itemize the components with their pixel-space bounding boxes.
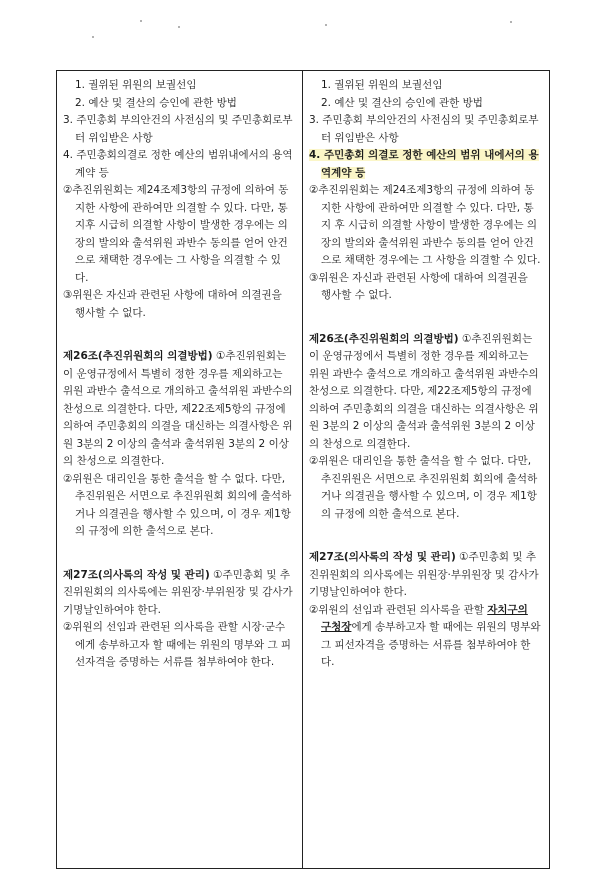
left-item-3: 3. 주민총회 부의안건의 사전심의 및 주민총회로부터 위임받은 사항	[63, 114, 293, 144]
scan-speck	[92, 36, 94, 38]
right-item-1: 1. 궐위된 위원의 보궐선임	[321, 79, 443, 91]
right-art26-p2: ②위원은 대리인을 통한 출석을 할 수 없다. 다만, 추진위원은 서면으로 추진위원회 회의에 출석하거나 의결권을 행사할 수 있으며, 이 경우 제1항의 규정에 의한 출석으로 본다.	[309, 455, 538, 520]
left-item-4: 4. 주민총회의결로 정한 예산의 범위내에서의 용역계약 등	[63, 149, 293, 179]
right-art27-p2	[309, 602, 541, 672]
right-article-27	[309, 549, 541, 602]
right-item-4-highlight: 4. 주민총회 의결로 정한 예산의 범위 내에서의 용역계약 등	[309, 149, 539, 179]
right-art27-p1: ①주민총회 및 추진위원회의 의사록에는 위원장·부위원장 및 감사가 기명날인하여야 한다.	[309, 551, 539, 598]
right-column	[303, 71, 549, 868]
left-art26-p2: ②위원은 대리인을 통한 출석을 할 수 없다. 다만, 추진위원은 서면으로 추진위원회 회의에 출석하거나 의결권을 행사할 수 있으며, 이 경우 제1항의 규정에 의한 출석으로 본다.	[63, 472, 292, 537]
right-article-26	[309, 331, 541, 454]
right-para-3: ③위원은 자신과 관련된 사항에 대하여 의결권을 행사할 수 없다.	[309, 271, 528, 301]
left-article-26	[63, 348, 294, 471]
right-item-3: 3. 주민총회 부의안건의 사전심의 및 주민총회로부터 위임받은 사항	[309, 114, 539, 144]
right-art26-p1: ①추진위원회는 이 운영규정에서 특별히 정한 경우를 제외하고는 위원 과반수 출석으로 개의하고 출석위원 과반수의 찬성으로 의결한다. 다만, 제22조제5항의 규정에 의하여 주민총회의 의결을 대신하는 의결사항은 위원 3분의 2 이상의 출석과 출석위원 3분의 2 이상의 찬성으로 의결한다.	[309, 332, 539, 450]
left-para-3: ③위원은 자신과 관련된 사항에 대하여 의결권을 행사할 수 없다.	[63, 289, 282, 319]
right-art27-p2-b: 에게 송부하고자 할 때에는 위원의 명부와 그 피선자격을 증명하는 서류를 첨부하여야 한다.	[321, 621, 541, 668]
comparison-table	[56, 70, 550, 869]
right-art26-title: 제26조(추진위원회의 의결방법)	[309, 332, 459, 345]
left-item-2: 2. 예산 및 결산의 승인에 관한 방법	[75, 96, 237, 109]
right-art27-p2-a: ②위원의 선임과 관련된 의사록을 관할	[309, 603, 488, 616]
scan-speck	[325, 24, 327, 26]
scan-speck	[140, 20, 142, 22]
scan-speck	[510, 21, 512, 23]
left-art26-title: 제26조(추진위원회의 의결방법)	[63, 350, 213, 362]
left-art26-p1: ①추진위원회는 이 운영규정에서 특별히 정한 경우를 제외하고는 위원 과반수 출석으로 개의하고 출석위원 과반수의 찬성으로 의결한다. 다만, 제22조제5항의 규정에 의하여 주민총회의 의결을 대신하는 의결사항은 위원 3분의 2 이상의 출석과 출석위원 3분의 2 이상의 찬성으로 의결한다.	[63, 350, 293, 467]
left-art27-p1: ①주민총회 및 추진위원회의 의사록에는 위원장·부위원장 및 감사가 기명날인하여야 한다.	[63, 568, 293, 616]
left-column	[57, 71, 303, 868]
right-item-4	[309, 147, 541, 182]
left-article-27	[63, 567, 294, 620]
right-para-2: ②추진위원회는 제24조제3항의 규정에 의하여 동지한 사항에 관하여만 의결할 수 있다. 다만, 통지 후 시급히 의결할 사항이 발생한 경우에는 의장의 발의와 출석위원 과반수 동의를 얻어 안건으로 채택한 경우에는 그 사항을 의결할 수 있다.	[309, 184, 541, 266]
scan-speck	[178, 26, 180, 28]
left-art27-p2: ②위원의 선임과 관련된 의사록을 관할 시장·군수에게 송부하고자 할 때에는 위원의 명부와 그 피선자격을 증명하는 서류를 첨부하여야 한다.	[63, 621, 292, 668]
left-art27-title: 제27조(의사록의 작성 및 관리)	[63, 568, 210, 581]
right-item-2: 2. 예산 및 결산의 승인에 관한 방법	[321, 96, 483, 109]
left-para-2: ②추진위원회는 제24조제3항의 규정에 의하여 동지한 사항에 관하여만 의결할 수 있다. 다만, 통지후 시급히 의결할 사항이 발생한 경우에는 의장의 발의와 출석위원 과반수 동의를 얻어 안건으로 채택한 경우에는 그 사항을 의결할 수 있다.	[63, 184, 289, 284]
left-item-1: 1. 궐위된 위원의 보궐선임	[75, 79, 197, 91]
right-art27-title: 제27조(의사록의 작성 및 관리)	[309, 551, 456, 563]
right-art27-p2-changed: 자치구의 구청장	[321, 603, 528, 633]
